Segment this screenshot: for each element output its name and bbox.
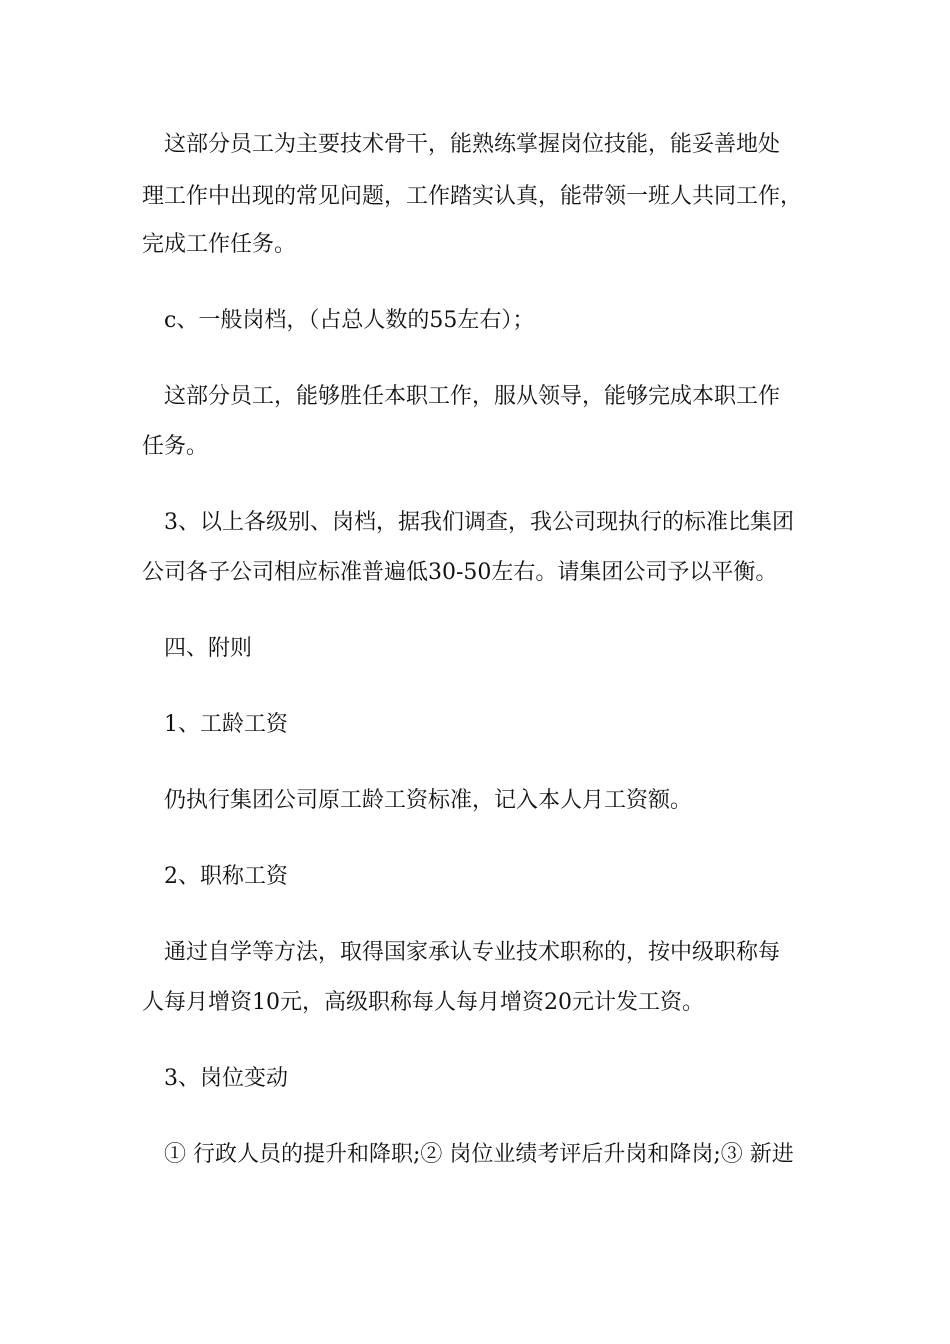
subsection-heading: 1、工龄工资: [142, 712, 288, 737]
paragraph-line: 通过自学等方法，取得国家承认专业技术职称的，按中级职称每: [142, 940, 781, 965]
paragraph-line: 完成工作任务。: [142, 232, 297, 257]
paragraph-line: 任务。: [142, 434, 209, 459]
subsection-heading: 3、岗位变动: [142, 1066, 288, 1091]
paragraph-line: 3、以上各级别、岗档，据我们调查，我公司现执行的标准比集团: [142, 510, 794, 535]
paragraph-line: 理工作中出现的常见问题，工作踏实认真，能带领一班人共同工作，: [142, 184, 803, 209]
paragraph-line: 公司各子公司相应标准普遍低30-50左右。请集团公司予以平衡。: [142, 560, 778, 585]
paragraph-line: ① 行政人员的提升和降职;② 岗位业绩考评后升岗和降岗;③ 新进: [142, 1142, 794, 1167]
paragraph-line: 这部分员工，能够胜任本职工作，服从领导，能够完成本职工作: [142, 384, 781, 409]
paragraph-line: 人每月增资10元，高级职称每人每月增资20元计发工资。: [142, 990, 704, 1015]
paragraph-line: 仍执行集团公司原工龄工资标准，记入本人月工资额。: [142, 788, 693, 813]
section-heading: 四、附则: [142, 636, 253, 661]
subsection-heading: 2、职称工资: [142, 864, 288, 889]
paragraph-line: 这部分员工为主要技术骨干，能熟练掌握岗位技能，能妥善地处: [142, 132, 781, 157]
item-heading-c: c、一般岗档，（占总人数的55左右）；: [142, 308, 535, 333]
